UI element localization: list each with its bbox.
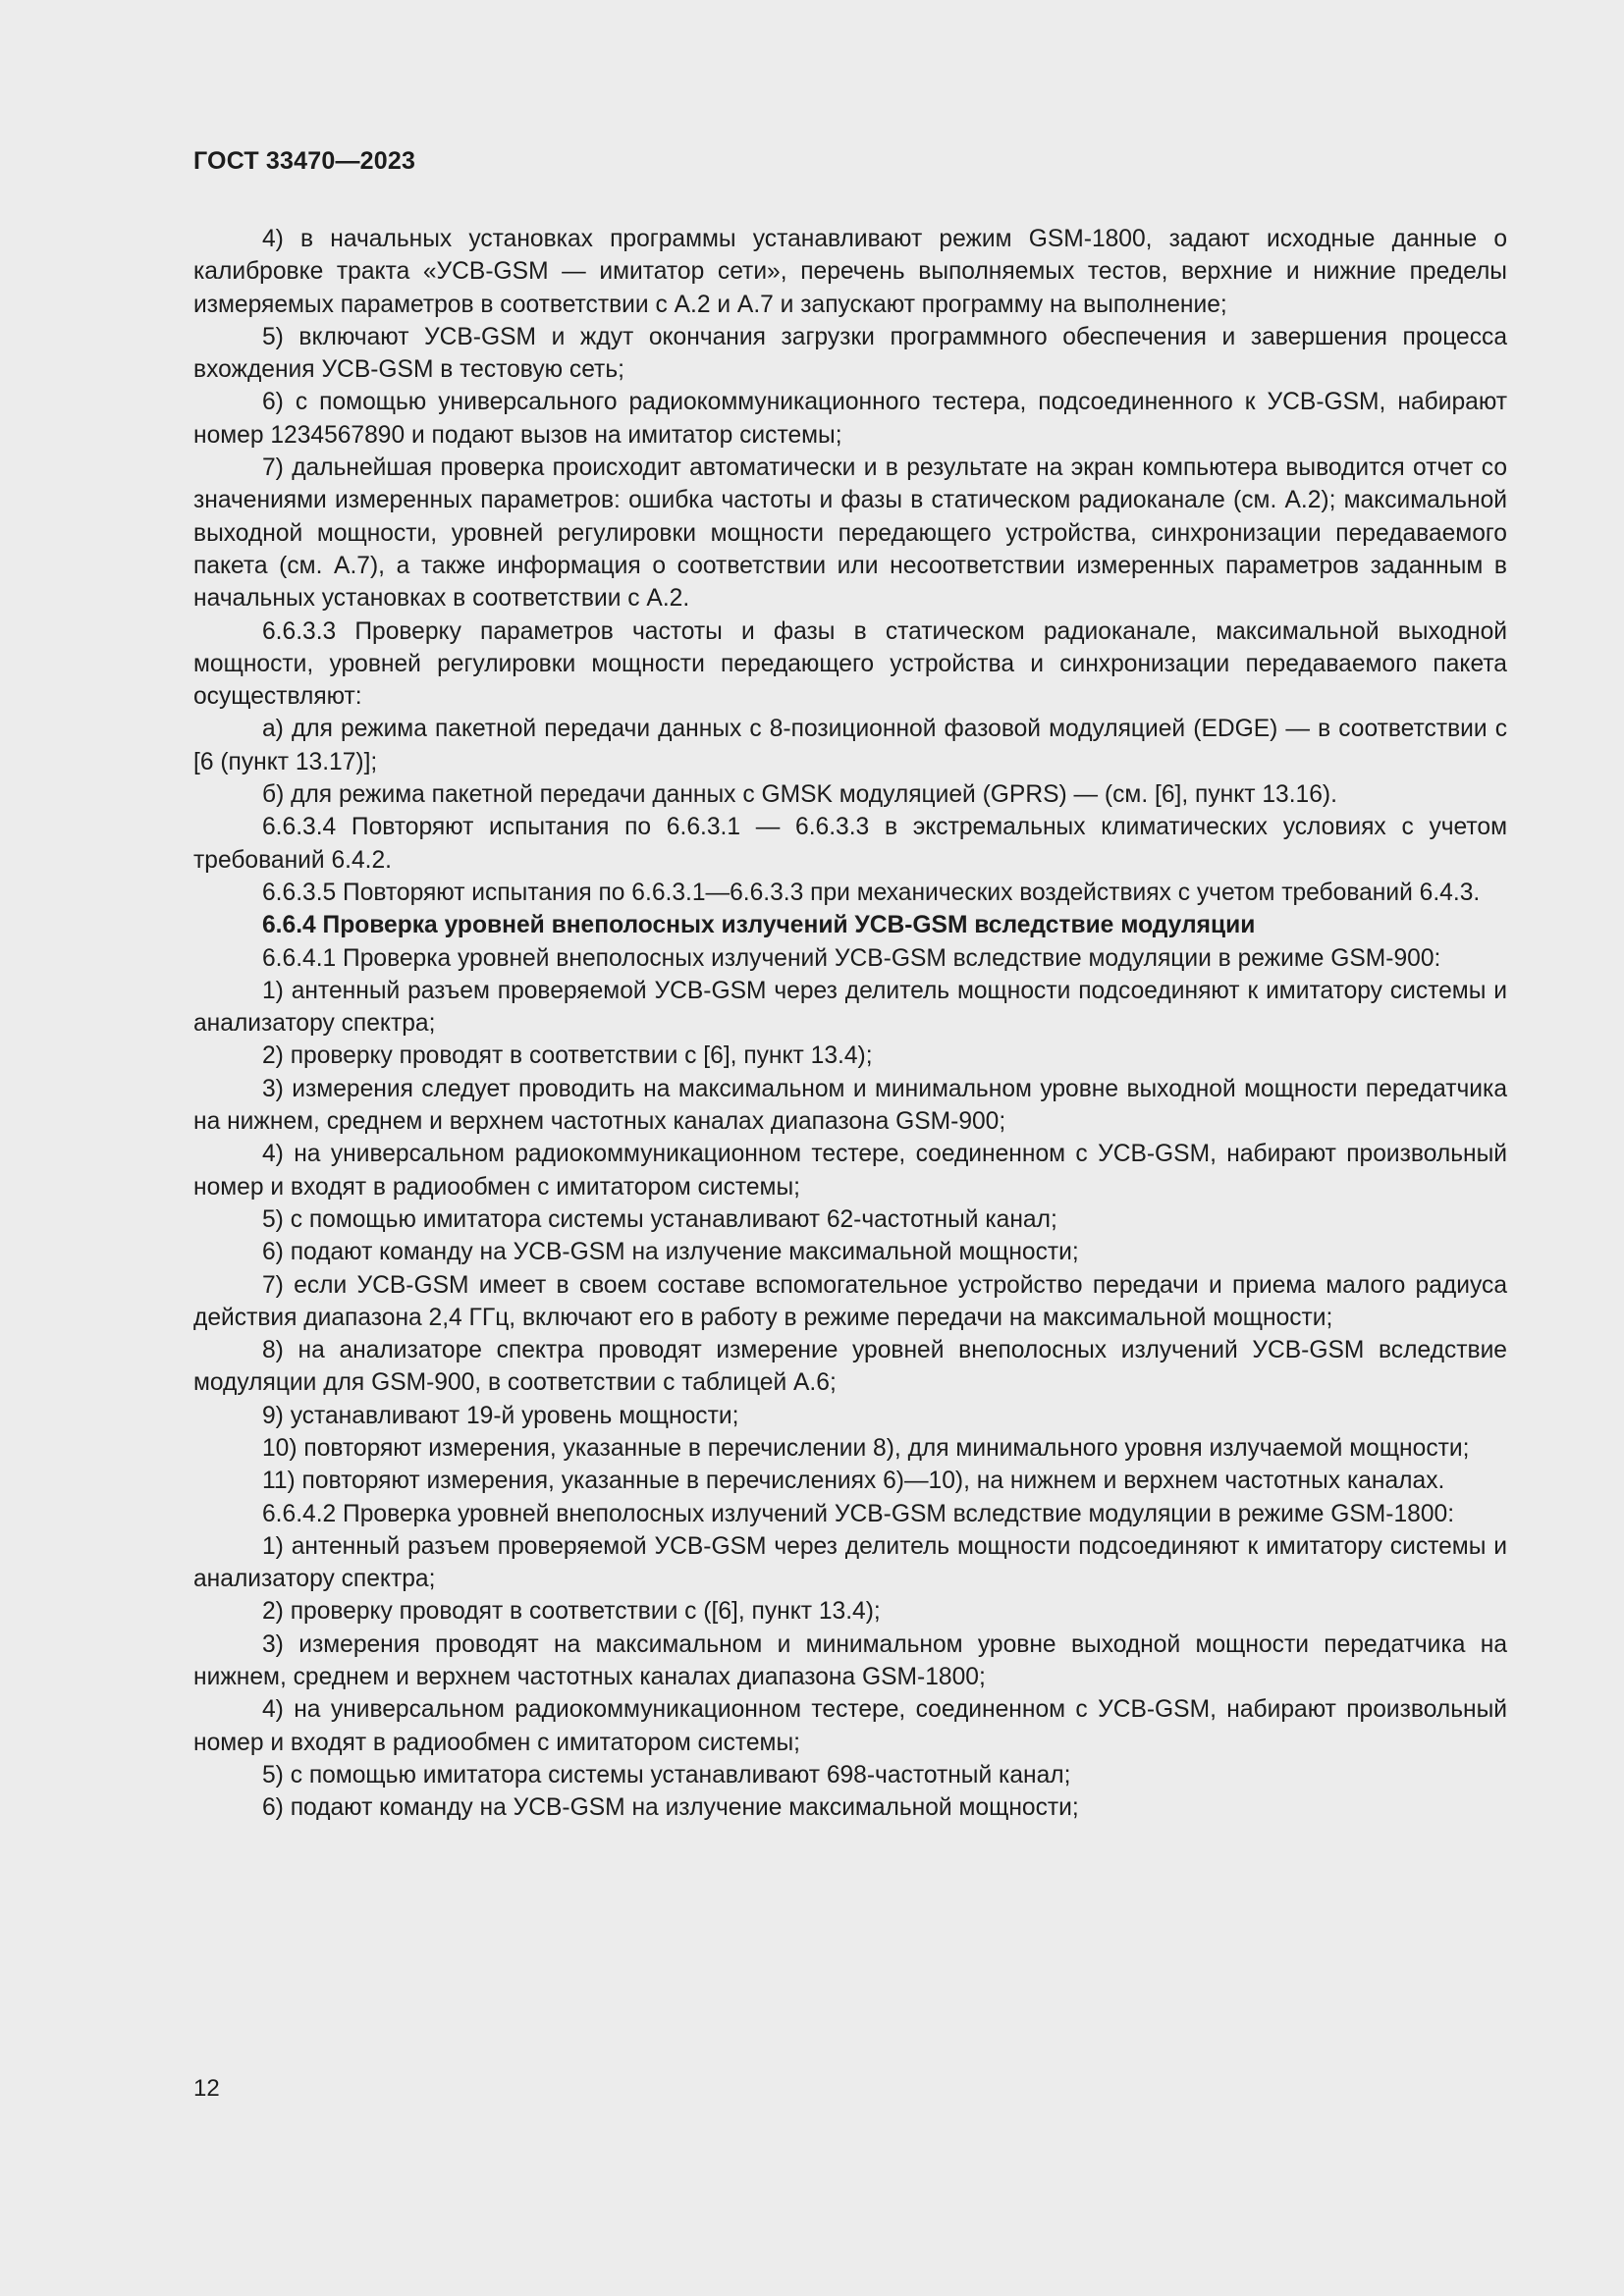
document-header: ГОСТ 33470—2023 — [193, 147, 416, 175]
paragraph: 4) в начальных установках программы устанавливают режим GSM-1800, задают исходные данные о калибровке тракта «УСВ-GSM — имитатор сети», перечень выполняемых тестов, верхние и нижние пределы измеряемых параметров в соответствии с А.2 и А.7 и запускают программу на выполнение; — [193, 226, 1507, 318]
paragraph: б) для режима пакетной передачи данных с GMSK модуляцией (GPRS) — (см. [6], пункт 13.16). — [262, 781, 1337, 809]
paragraph: 2) проверку проводят в соответствии с [6], пункт 13.4); — [262, 1042, 873, 1070]
paragraph: 6.6.4.1 Проверка уровней внеполосных излучений УСВ-GSM вследствие модуляции в режиме GSM-900: — [262, 944, 1441, 972]
paragraph: 3) измерения следует проводить на максимальном и минимальном уровне выходной мощности передатчика на нижнем, среднем и верхнем частотных каналах диапазона GSM-900; — [193, 1075, 1507, 1136]
paragraph: 6) подают команду на УСВ-GSM на излучение максимальной мощности; — [262, 1794, 1079, 1822]
paragraph: 4) на универсальном радиокоммуникационном тестере, соединенном с УСВ-GSM, набирают произвольный номер и входят в радиообмен с имитатором системы; — [193, 1696, 1507, 1756]
paragraph: 3) измерения проводят на максимальном и минимальном уровне выходной мощности передатчика на нижнем, среднем и верхнем частотных каналах диапазона GSM-1800; — [193, 1630, 1507, 1691]
paragraph: 2) проверку проводят в соответствии с ([6], пункт 13.4); — [262, 1598, 881, 1626]
paragraph: 6) подают команду на УСВ-GSM на излучение максимальной мощности; — [262, 1239, 1079, 1266]
paragraph: 6) с помощью универсального радиокоммуникационного тестера, подсоединенного к УСВ-GSM, набирают номер 1234567890 и подают вызов на имитатор системы; — [193, 389, 1507, 449]
paragraph: 6.6.3.3 Проверку параметров частоты и фазы в статическом радиоканале, максимальной выходной мощности, уровней регулировки мощности передающего устройства и синхронизации передаваемого пакета осуществляют: — [193, 617, 1507, 711]
paragraph: 8) на анализаторе спектра проводят измерение уровней внеполосных излучений УСВ-GSM вследствие модуляции для GSM-900, в соответствии с таблицей А.6; — [193, 1337, 1507, 1397]
paragraph: 6.6.3.4 Повторяют испытания по 6.6.3.1 — 6.6.3.3 в экстремальных климатических условиях с учетом требований 6.4.2. — [193, 814, 1507, 874]
paragraph: 5) включают УСВ-GSM и ждут окончания загрузки программного обеспечения и завершения процесса вхождения УСВ-GSM в тестовую сеть; — [193, 323, 1507, 384]
paragraph: 1) антенный разъем проверяемой УСВ-GSM через делитель мощности подсоединяют к имитатору системы и анализатору спектра; — [193, 1532, 1507, 1593]
paragraph: 10) повторяют измерения, указанные в перечислении 8), для минимального уровня излучаемой мощности; — [262, 1434, 1470, 1462]
paragraph: 6.6.3.5 Повторяют испытания по 6.6.3.1—6.6.3.3 при механических воздействиях с учетом требований 6.4.3. — [262, 879, 1481, 906]
paragraph: 1) антенный разъем проверяемой УСВ-GSM через делитель мощности подсоединяют к имитатору системы и анализатору спектра; — [193, 977, 1507, 1038]
section-heading: 6.6.4 Проверка уровней внеполосных излучений УСВ-GSM вследствие модуляции — [262, 912, 1256, 939]
paragraph: 7) если УСВ-GSM имеет в своем составе вспомогательное устройство передачи и приема малого радиуса действия диапазона 2,4 ГГц, включают его в работу в режиме передачи на максимальной мощности; — [193, 1271, 1507, 1331]
page-number: 12 — [193, 2075, 220, 2102]
paragraph: 9) устанавливают 19-й уровень мощности; — [262, 1402, 739, 1429]
paragraph: 7) дальнейшая проверка происходит автоматически и в результате на экран компьютера выводится отчет со значениями измеренных параметров: ошибка частоты и фазы в статическом радиоканале (см. А.2); максимальной выходной мощности, уровней регулировки мощности передающего устройства, синхронизации передаваемого пакета (см. А.7), а также информация о соответствии или несоответствии измеренных параметров заданным в начальных установках в соответствии с А.2. — [193, 454, 1507, 613]
paragraph: а) для режима пакетной передачи данных с 8-позиционной фазовой модуляцией (EDGE) — в соответствии с [6 (пункт 13.17)]; — [193, 716, 1507, 775]
paragraph: 5) с помощью имитатора системы устанавливают 698-частотный канал; — [262, 1761, 1071, 1789]
paragraph: 6.6.4.2 Проверка уровней внеполосных излучений УСВ-GSM вследствие модуляции в режиме GSM-1800: — [262, 1500, 1455, 1527]
paragraph: 4) на универсальном радиокоммуникационном тестере, соединенном с УСВ-GSM, набирают произвольный номер и входят в радиообмен с имитатором системы; — [193, 1141, 1507, 1201]
paragraph: 11) повторяют измерения, указанные в перечислениях 6)—10), на нижнем и верхнем частотных каналах. — [262, 1468, 1445, 1495]
paragraph: 5) с помощью имитатора системы устанавливают 62-частотный канал; — [262, 1205, 1057, 1233]
body-text — [193, 223, 1507, 1825]
